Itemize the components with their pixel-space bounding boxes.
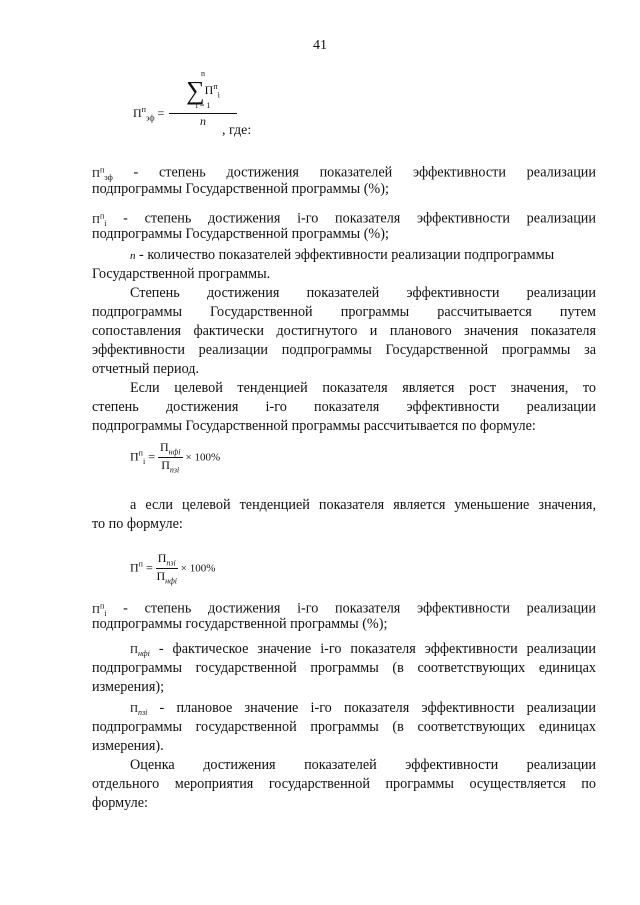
para1-line3: сопоставления фактически достигнутого и планового значения показателя (92, 323, 596, 339)
formula1-lhs: П (133, 106, 142, 120)
formula2-fraction (158, 441, 183, 475)
def5-symbol-text: П (130, 644, 138, 656)
formula1-lhs-sub: эф (145, 113, 155, 123)
formula1-lhs-sup: п (141, 105, 146, 114)
formula1-term-sup: п (213, 81, 218, 91)
formula1-suffix: , где: (222, 123, 252, 138)
def2-line2: подпрограммы Государственной программы (%); (92, 226, 389, 242)
def5-sub: нфi (137, 649, 150, 659)
formula-growth: $П^п_i$ = $\frac{П_{нфi}}{П_{пзi}}$ × 100% (130, 440, 221, 475)
def4-symbol-text: П (92, 603, 100, 616)
formula3-mult: × 100% (180, 562, 216, 575)
formula3-fraction (156, 552, 178, 586)
def1-line1: - степень достижения показателей эффективности реализации (112, 164, 596, 181)
formula1-denominator: n (169, 113, 237, 127)
def2-line1: - степень достижения i-го показателя эффективности реализации (106, 210, 596, 227)
formula2-mult: × 100% (185, 451, 221, 464)
para4-last: формуле: (92, 795, 148, 811)
formula1-term-sub: i (217, 90, 220, 100)
para1-last: отчетный период. (92, 361, 200, 377)
formula3-num: П (157, 551, 167, 565)
para1-line2: подпрограммы Государственной программы рассчитывается путем (92, 304, 596, 320)
formula3-num-sub: пзi (166, 558, 176, 568)
para4-line2: отдельного мероприятия государственной программы осуществляется по (92, 776, 596, 792)
formula1-sigma-bottom: i = 1 (195, 101, 211, 110)
def3-symbol: n (130, 250, 136, 262)
para3-line1: а если целевой тенденцией показателя является уменьшение значения, (130, 497, 596, 513)
def4-sub: i (104, 608, 107, 618)
para4-line1: Оценка достижения показателей эффективности реализации (130, 757, 596, 773)
para1-line1: Степень достижения показателей эффективности реализации (130, 285, 596, 301)
def2-sub: i (104, 218, 107, 228)
def1-line2: подпрограммы Государственной программы (%); (92, 181, 389, 197)
def1-symbol (92, 165, 113, 182)
formula1-term: П (204, 82, 214, 97)
def6-line1: - плановое значение i-го показателя эффективности реализации (147, 700, 596, 716)
def5-symbol (130, 644, 150, 659)
def2-sup: п (99, 211, 105, 220)
formula3-den-sub: нфi (165, 576, 178, 586)
formula2-lhs: П (130, 449, 139, 464)
formula3-lhs-sup: п (138, 559, 143, 569)
def4-sup: п (99, 601, 105, 610)
para2-last: подпрограммы Государственной программы рассчитывается по формуле: (92, 418, 536, 434)
formula1-sigma-top: n (201, 69, 205, 78)
def3-line1: - количество показателей эффективности реализации подпрограммы (135, 247, 555, 263)
definition-count-n (92, 246, 596, 266)
def1-symbol-text: П (92, 167, 100, 180)
def5-line3: измерения); (92, 679, 165, 695)
sigma-symbol: ∑ (186, 76, 205, 105)
para2-line1: Если целевой тенденцией показателя является рост значения, то (130, 380, 596, 396)
def4-line2: подпрограммы государственной программы (%); (92, 616, 388, 632)
def6-line2: подпрограммы государственной программы (в соответствующих единицах (92, 719, 596, 735)
def1-sup: п (99, 165, 105, 174)
formula2-num: П (159, 440, 169, 454)
def3-line2: Государственной программы. (92, 266, 271, 282)
para1-line4: эффективности реализации подпрограммы Государственной программы за (92, 342, 596, 358)
def5-line1: - фактическое значение i-го показателя эффективности реализации (149, 641, 596, 657)
formula2-lhs-sub: i (142, 457, 146, 467)
para2-line2: степень достижения i-го показателя эффективности реализации (92, 399, 596, 415)
def4-line1: - степень достижения i-го показателя эффективности реализации (106, 600, 596, 617)
formula3-lhs: П (130, 560, 139, 575)
def6-sub: пзi (137, 708, 148, 718)
formula-decrease: $П^п$ = $\frac{П_{пзi}}{П_{нфi}}$ × 100% (130, 551, 216, 586)
formula2-lhs-sup: п (138, 448, 143, 458)
def2-symbol (92, 211, 107, 228)
def4-symbol (92, 601, 107, 618)
def5-line2: подпрограммы государственной программы (в соответствующих единицах (92, 660, 596, 676)
page-number: 41 (313, 38, 327, 53)
def2-symbol-text: П (92, 213, 100, 226)
def1-sub: эф (104, 172, 113, 182)
def6-line3: измерения). (92, 738, 164, 754)
para3-last: то по формуле: (92, 516, 183, 532)
formula2-num-sub: нфi (168, 447, 181, 457)
def6-symbol (130, 703, 148, 718)
formula-efficiency-subprogram: $П^п_{эф}$ = n ∑ $П^п_i$ i = 1 n (133, 70, 273, 140)
formula2-den: П (161, 458, 170, 473)
formula2-den-sub: пзi (169, 465, 180, 475)
formula3-den: П (156, 569, 166, 584)
def6-symbol-text: П (130, 703, 138, 715)
